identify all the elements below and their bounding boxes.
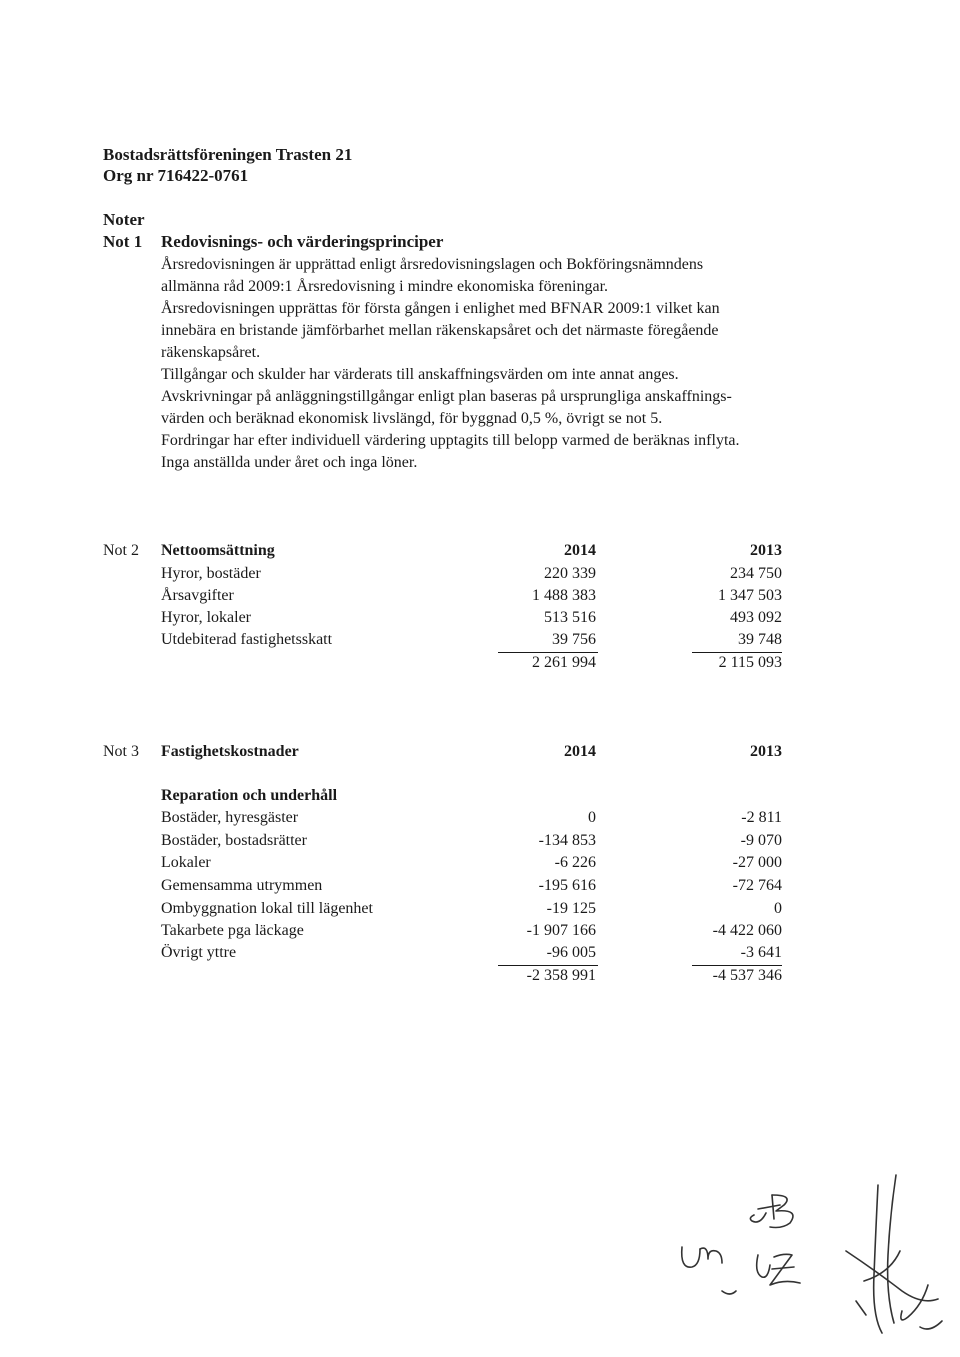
note3-row-label: Övrigt yttre: [161, 944, 237, 961]
note2-label: Not 2: [103, 542, 139, 559]
note1-line: allmänna råd 2009:1 Årsredovisning i mindre ekonomiska föreningar.: [161, 278, 609, 295]
note3-row-2014: -96 005: [546, 944, 596, 961]
note3-row-2013: -2 811: [741, 809, 782, 826]
note1-line: värden och beräknad ekonomisk livslängd, för byggnad 0,5 %, övrigt se not 5.: [161, 410, 663, 427]
note3-total-2014: -2 358 991: [526, 967, 596, 984]
note2-row-label: Hyror, lokaler: [161, 609, 251, 626]
note3-row-2013: -72 764: [732, 877, 782, 894]
note2-col-2013: 2013: [750, 542, 782, 559]
note1-line: innebära en bristande jämförbarhet mellan räkenskapsåret och det närmaste föregående: [161, 322, 719, 339]
note3-label: Not 3: [103, 743, 139, 760]
note1-line: Fordringar har efter individuell värdering upptagits till belopp varmed de beräknas inflyta.: [161, 432, 740, 449]
note2-row-2013: 493 092: [730, 609, 782, 626]
note3-row-2013: -4 422 060: [712, 922, 782, 939]
note3-row-2014: -1 907 166: [526, 922, 596, 939]
note3-row-label: Ombyggnation lokal till lägenhet: [161, 900, 373, 917]
note2-row-2013: 234 750: [730, 565, 782, 582]
note2-row-2014: 220 339: [544, 565, 596, 582]
note3-row-2014: -19 125: [546, 900, 596, 917]
note2-col-2014: 2014: [564, 542, 596, 559]
note2-row-label: Utdebiterad fastighetsskatt: [161, 631, 333, 648]
note3-row-label: Bostäder, bostadsrätter: [161, 832, 307, 849]
note3-row-label: Takarbete pga läckage: [161, 922, 304, 939]
note2-row-label: Hyror, bostäder: [161, 565, 261, 582]
note2-total-2014: 2 261 994: [532, 654, 596, 671]
note3-row-2013: 0: [774, 900, 782, 917]
note2-row-label: Årsavgifter: [161, 587, 234, 604]
note3-row-2014: -195 616: [538, 877, 596, 894]
note1-line: Tillgångar och skulder har värderats till anskaffningsvärden om inte annat anges.: [161, 366, 679, 383]
note2-row-2013: 39 748: [738, 631, 782, 648]
note3-total-2013: -4 537 346: [712, 967, 782, 984]
note1-line: räkenskapsåret.: [161, 344, 261, 361]
note2-row-2014: 1 488 383: [532, 587, 596, 604]
note3-row-2014: -6 226: [554, 854, 596, 871]
organization-name: Bostadsrättsföreningen Trasten 21: [103, 145, 353, 164]
note3-row-label: Lokaler: [161, 854, 211, 871]
note2-title: Nettoomsättning: [161, 542, 275, 559]
note2-row-2014: 513 516: [544, 609, 596, 626]
note3-col-2014: 2014: [564, 743, 596, 760]
note1-line: Årsredovisningen är upprättad enligt årsredovisningslagen och Bokföringsnämndens: [161, 256, 704, 273]
note3-row-2014: 0: [588, 809, 596, 826]
note3-col-2013: 2013: [750, 743, 782, 760]
note3-title: Fastighetskostnader: [161, 743, 299, 760]
note3-subtitle: Reparation och underhåll: [161, 787, 338, 804]
note3-row-2014: -134 853: [538, 832, 596, 849]
note1-line: Inga anställda under året och inga löner.: [161, 454, 418, 471]
note1-label: Not 1: [103, 232, 143, 251]
note3-row-label: Bostäder, hyresgäster: [161, 809, 299, 826]
note1-line: Årsredovisningen upprättas för första gången i enlighet med BFNAR 2009:1 vilket kan: [161, 300, 720, 317]
note2-row-2013: 1 347 503: [718, 587, 782, 604]
note2-row-2014: 39 756: [552, 631, 596, 648]
handwritten-initials: [660, 1165, 950, 1355]
notes-title: Noter: [103, 210, 145, 229]
organization-number: Org nr 716422-0761: [103, 166, 249, 185]
note1-title: Redovisnings- och värderingsprinciper: [161, 232, 444, 251]
note3-row-2013: -3 641: [740, 944, 782, 961]
note2-total-2013: 2 115 093: [718, 654, 782, 671]
note3-row-label: Gemensamma utrymmen: [161, 877, 323, 894]
note3-row-2013: -27 000: [732, 854, 782, 871]
note3-row-2013: -9 070: [740, 832, 782, 849]
note1-line: Avskrivningar på anläggningstillgångar enligt plan baseras på ursprungliga anskaffnings-: [161, 388, 732, 405]
